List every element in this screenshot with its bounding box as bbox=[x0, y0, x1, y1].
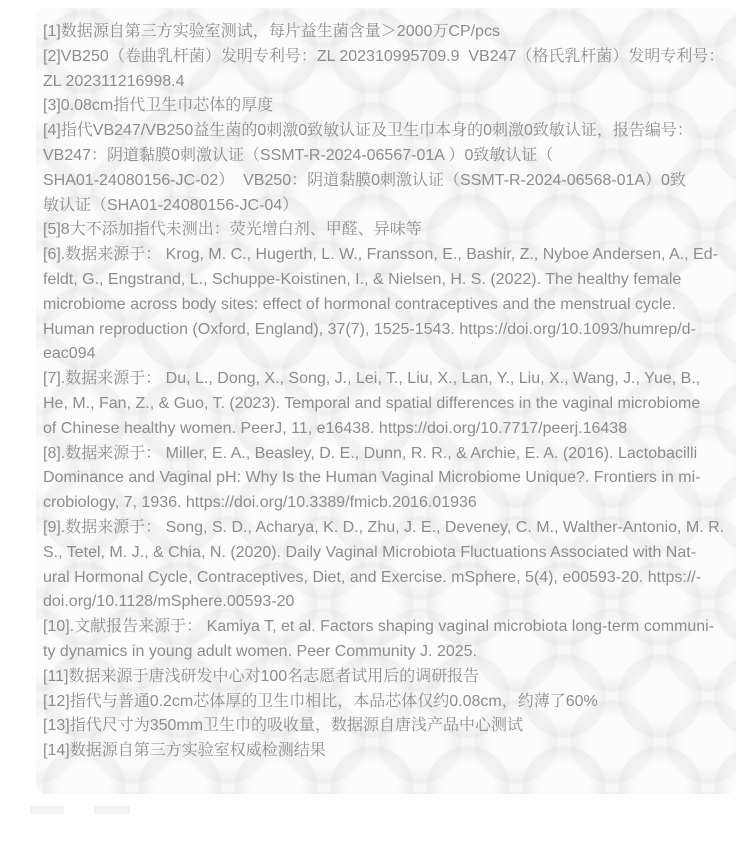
footnote-line: [12]指代与普通0.2cm芯体厚的卫生巾相比，本品芯体仅约0.08cm，约薄了60% bbox=[43, 692, 598, 710]
footnotes-list bbox=[43, 20, 729, 764]
footnote-line: crobiology, 7, 1936. https://doi.org/10.3389/fmicb.2016.01936 bbox=[43, 494, 477, 512]
footnote-line: [10].文献报告来源于： Kamiya T, et al. Factors shaping vaginal microbiota long-term communi- bbox=[43, 618, 715, 636]
footnote-8 bbox=[43, 442, 729, 516]
footnote-line: [11]数据来源于唐浅研发中心对100名志愿者试用后的调研报告 bbox=[43, 667, 480, 685]
footnote-line: S., Tetel, M. J., & Chia, N. (2020). Daily Vaginal Microbiota Fluctuations Associated with Nat- bbox=[43, 543, 697, 561]
footnote-line: [8].数据来源于： Miller, E. A., Beasley, D. E., Dunn, R. R., & Archie, E. A. (2016). Lactobacilli bbox=[43, 444, 698, 462]
footnote-line: doi.org/10.1128/mSphere.00593-20 bbox=[43, 593, 295, 611]
footnote-11 bbox=[43, 665, 729, 690]
footnote-12 bbox=[43, 690, 729, 715]
footnote-1 bbox=[43, 20, 729, 45]
footnote-line: SHA01-24080156-JC-02） VB250：阴道黏膜0刺激认证（SSMT-R-2024-06568-01A）0致 bbox=[43, 171, 686, 189]
footnote-line: ural Hormonal Cycle, Contraceptives, Diet, and Exercise. mSphere, 5(4), e00593-20. https://- bbox=[43, 568, 702, 586]
footnote-line: [7].数据来源于： Du, L., Dong, X., Song, J., Lei, T., Liu, X., Lan, Y., Liu, X., Wang, J., Yue, B., bbox=[43, 370, 701, 388]
footnote-line: of Chinese healthy women. PeerJ, 11, e16438. https://doi.org/10.7717/peerj.16438 bbox=[43, 419, 628, 437]
footnote-14 bbox=[43, 739, 729, 764]
footnote-10 bbox=[43, 615, 729, 665]
footnote-9 bbox=[43, 516, 729, 615]
footnote-line: [5]8大不添加指代未测出：荧光增白剂、甲醛、异味等 bbox=[43, 221, 422, 239]
footnote-line: VB247：阴道黏膜0刺激认证（SSMT-R-2024-06567-01A ）0致敏认证（ bbox=[43, 146, 554, 164]
footnote-6 bbox=[43, 243, 729, 367]
footnote-line: [13]指代尺寸为350mm卫生巾的吸收量，数据源自唐浅产品中心测试 bbox=[43, 717, 524, 735]
footnote-line: [4]指代VB247/VB250益生菌的0刺激0致敏认证及卫生巾本身的0刺激0致敏认证，报告编号： bbox=[43, 122, 693, 140]
footnote-line: ty dynamics in young adult women. Peer Community J. 2025. bbox=[43, 642, 477, 660]
footnote-line: He, M., Fan, Z., & Guo, T. (2023). Temporal and spatial differences in the vaginal microbiome bbox=[43, 394, 701, 412]
footnote-5 bbox=[43, 218, 729, 243]
footnote-line: [9].数据来源于： Song, S. D., Acharya, K. D., Zhu, J. E., Deveney, C. M., Walther-Antonio, M. R. bbox=[43, 518, 725, 536]
footnote-line: Human reproduction (Oxford, England), 37(7), 1525-1543. https://doi.org/10.1093/humrep/d- bbox=[43, 320, 696, 338]
footnote-line: 敏认证（SHA01-24080156-JC-04） bbox=[43, 196, 299, 214]
footnote-13 bbox=[43, 714, 729, 739]
footnote-line: [6].数据来源于： Krog, M. C., Hugerth, L. W., Fransson, E., Bashir, Z., Nyboe Andersen, A., Ed- bbox=[43, 246, 718, 264]
footnote-line: [1]数据源自第三方实验室测试，每片益生菌含量＞2000万CP/pcs bbox=[43, 23, 500, 40]
footnote-line: eac094 bbox=[43, 345, 96, 363]
ghost-block-left bbox=[30, 806, 64, 814]
footnote-line: ZL 202311216998.4 bbox=[43, 72, 185, 90]
footnote-line: feldt, G., Engstrand, L., Schuppe-Koistinen, I., & Nielsen, H. S. (2022). The healthy female bbox=[43, 270, 682, 288]
footnote-line: [2]VB250（卷曲乳杆菌）发明专利号：ZL 202310995709.9 VB247（格氏乳杆菌）发明专利号： bbox=[43, 47, 725, 65]
footnote-4 bbox=[43, 119, 729, 218]
footnote-3 bbox=[43, 94, 729, 119]
ghost-block-right bbox=[94, 806, 130, 814]
footnote-line: [3]0.08cm指代卫生巾芯体的厚度 bbox=[43, 97, 274, 115]
footnote-line: microbiome across body sites: effect of hormonal contraceptives and the menstrual cycle. bbox=[43, 295, 676, 313]
footnote-7 bbox=[43, 367, 729, 441]
footnote-2 bbox=[43, 45, 729, 95]
footnote-line: Dominance and Vaginal pH: Why Is the Human Vaginal Microbiome Unique?. Frontiers in mi- bbox=[43, 469, 701, 487]
footnote-line: [14]数据源自第三方实验室权威检测结果 bbox=[43, 742, 326, 760]
footnotes-panel bbox=[36, 8, 736, 794]
